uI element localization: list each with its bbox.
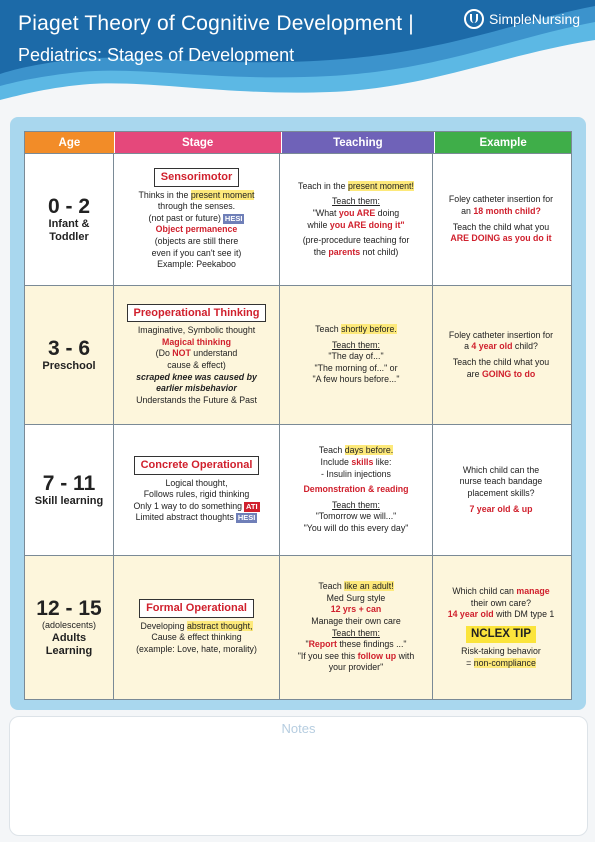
stage-title: Concrete Operational [134, 456, 260, 475]
teaching-cell: Teach days before. Include skills like: - Insulin injections Demonstration & reading Teach them: "Tomorrow we will..." "You will do this every day" [280, 425, 433, 555]
table-row [25, 424, 571, 555]
age-range: 0 - 2 [47, 194, 91, 218]
nclex-tip-badge: NCLEX TIP [466, 626, 536, 643]
age-label: Infant & Toddler [48, 217, 90, 244]
notes-label: Notes [281, 721, 316, 736]
stages-table [24, 131, 572, 700]
age-label: Adults Learning [45, 631, 93, 657]
age-range: 3 - 6 [47, 336, 91, 360]
teaching-cell: Teach in the present moment! Teach them: "What you ARE doing while you ARE doing it" (pre-procedure teaching for the parents not child) [280, 154, 433, 285]
age-label: Skill learning [34, 494, 104, 507]
table-row [25, 555, 571, 699]
hesi-badge: HESI [224, 213, 243, 223]
table-row [25, 285, 571, 424]
simplenursing-logo-icon [464, 9, 484, 29]
age-note: (adolescents) [41, 619, 97, 630]
age-cell [25, 425, 114, 555]
stage-title: Sensorimotor [154, 168, 240, 187]
table-header [25, 132, 571, 153]
page-subtitle: Pediatrics: Stages of Development [18, 45, 295, 65]
teaching-cell: Teach shortly before. Teach them: "The day of..." "The morning of..." or "A few hours before..." [280, 286, 433, 424]
age-cell [25, 556, 114, 699]
brand-logo [464, 9, 580, 29]
header-banner [0, 0, 595, 110]
notes-area[interactable] [9, 716, 588, 836]
column-header-example: Example [435, 132, 571, 153]
example-cell: Foley catheter insertion for a 4 year old child? Teach the child what you are GOING to do [448, 329, 554, 379]
age-range: 12 - 15 [36, 596, 102, 620]
column-header-teaching: Teaching [282, 132, 436, 153]
age-label: Preschool [42, 359, 96, 372]
ati-badge: ATI [246, 501, 258, 511]
page-title: Piaget Theory of Cognitive Development | [18, 12, 414, 35]
age-cell [25, 286, 114, 424]
stage-cell: Preoperational Thinking Imaginative, Symbolic thought Magical thinking (Do NOT understand cause & effect) scraped knee was caused by earlier misbehavior Understands the Future & Past [114, 286, 280, 424]
brand-name: SimpleNursing [489, 11, 581, 27]
example-cell: Which child can the nurse teach bandage placement skills? 7 year old & up [459, 464, 543, 514]
column-header-stage: Stage [115, 132, 282, 153]
stage-cell: Concrete Operational Logical thought, Follows rules, rigid thinking Only 1 way to do something ATI Limited abstract thoughts HESI [114, 425, 280, 555]
stage-title: Preoperational Thinking [127, 304, 267, 323]
example-cell: Which child can manage their own care? 14 year old with DM type 1 NCLEX TIP Risk-taking behavior = non-compliance [447, 585, 555, 668]
stage-cell: Sensorimotor Thinks in the present moment through the senses. (not past or future) HESI Object permanence (objects are still there even if you can't see it) Example: Peekaboo [114, 154, 280, 285]
table-row [25, 153, 571, 285]
age-cell [25, 154, 114, 285]
stage-cell: Formal Operational Developing abstract thought, Cause & effect thinking (example: Love, hate, morality) [114, 556, 280, 699]
stage-title: Formal Operational [139, 599, 254, 618]
example-cell: Foley catheter insertion for an 18 month child? Teach the child what you ARE DOING as you do it [448, 194, 554, 244]
teaching-cell: Teach like an adult! Med Surg style 12 yrs + can Manage their own care Teach them: "Report these findings ..." "If you see this follow up with your provider" [280, 556, 433, 699]
column-header-age: Age [25, 132, 115, 153]
age-range: 7 - 11 [42, 471, 96, 495]
hesi-badge: HESI [237, 513, 256, 523]
